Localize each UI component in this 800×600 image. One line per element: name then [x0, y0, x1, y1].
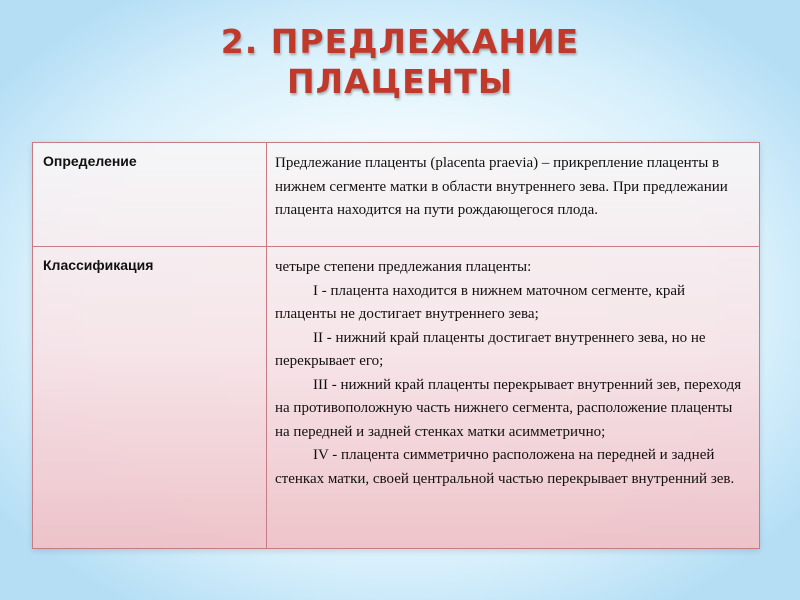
definition-label: Определение [33, 143, 267, 247]
slide-title-line-2: ПЛАЦЕНТЫ [286, 62, 514, 101]
classification-degree-2: II - нижний край плаценты достигает внутреннего зева, но не перекрывает его; [275, 329, 706, 369]
classification-text [267, 247, 760, 549]
table-row-definition [33, 143, 760, 247]
table-row-classification [33, 247, 760, 549]
definition-text [267, 143, 760, 247]
classification-label: Классификация [33, 247, 267, 549]
definition-table [32, 142, 760, 549]
classification-degree-3: III - нижний край плаценты перекрывает внутренний зев, переходя на противоположную часть нижнего сегмента, расположение плаценты на передней и задней стенках матки асимметрично; [275, 376, 742, 440]
slide-title [0, 22, 800, 102]
slide-title-line-1: 2. ПРЕДЛЕЖАНИЕ [220, 22, 580, 61]
definition-paragraph: Предлежание плаценты (placenta praevia) – прикрепление плаценты в нижнем сегменте матки в области внутреннего зева. При предлежании плацента находится на пути рождающегося плода. [275, 155, 728, 218]
classification-degree-1: I - плацента находится в нижнем маточном сегменте, край плаценты не достигает внутреннего зева; [275, 282, 686, 322]
classification-degree-4: IV - плацента симметрично расположена на передней и задней стенках матки, своей центральной частью перекрывает внутренний зев. [275, 447, 735, 487]
classification-intro: четыре степени предлежания плаценты: [275, 259, 532, 275]
